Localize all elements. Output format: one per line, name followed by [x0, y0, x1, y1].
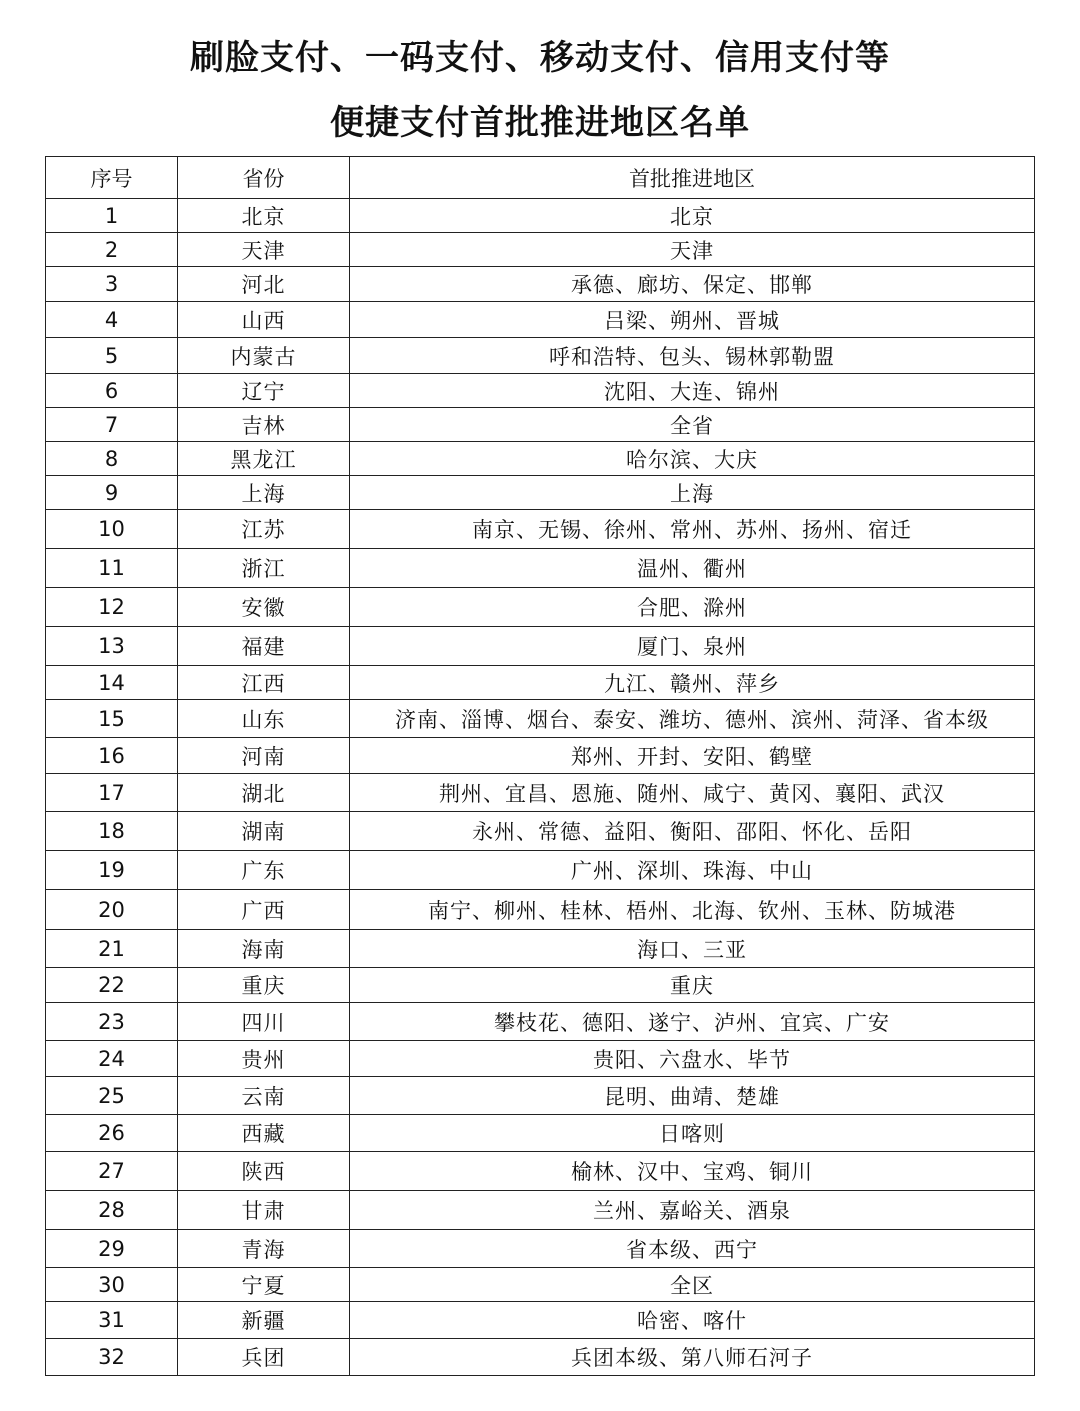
row-areas: 攀枝花、德阳、遂宁、泸州、宜宾、广安 [350, 1003, 1035, 1041]
row-areas: 永州、常德、益阳、衡阳、邵阳、怀化、岳阳 [350, 812, 1035, 851]
document-title-line-2: 便捷支付首批推进地区名单 [330, 103, 750, 143]
header-province: 省份 [178, 157, 350, 199]
row-province: 海南 [178, 930, 350, 968]
row-serial-number: 14 [46, 666, 178, 700]
row-areas: 全区 [350, 1268, 1035, 1302]
row-serial-number: 32 [46, 1339, 178, 1376]
row-province: 山西 [178, 302, 350, 338]
table-row [46, 1230, 1035, 1268]
row-areas: 日喀则 [350, 1115, 1035, 1152]
row-areas: 厦门、泉州 [350, 627, 1035, 666]
row-province: 河北 [178, 267, 350, 302]
row-areas: 海口、三亚 [350, 930, 1035, 968]
row-province: 江苏 [178, 510, 350, 549]
table-row [46, 1268, 1035, 1302]
row-province: 安徽 [178, 588, 350, 627]
row-province: 浙江 [178, 549, 350, 588]
row-serial-number: 4 [46, 302, 178, 338]
row-province: 吉林 [178, 408, 350, 442]
table-row [46, 199, 1035, 233]
row-areas: 温州、衢州 [350, 549, 1035, 588]
row-serial-number: 8 [46, 442, 178, 476]
row-province: 广东 [178, 851, 350, 890]
row-serial-number: 22 [46, 968, 178, 1003]
row-areas: 沈阳、大连、锦州 [350, 374, 1035, 408]
table-row [46, 588, 1035, 627]
row-serial-number: 5 [46, 338, 178, 374]
table-row [46, 851, 1035, 890]
table-row [46, 1115, 1035, 1152]
table-row [46, 510, 1035, 549]
table-row [46, 476, 1035, 510]
row-serial-number: 19 [46, 851, 178, 890]
table-row [46, 1041, 1035, 1077]
table-row [46, 1077, 1035, 1115]
row-serial-number: 7 [46, 408, 178, 442]
row-serial-number: 20 [46, 890, 178, 930]
row-serial-number: 25 [46, 1077, 178, 1115]
row-province: 新疆 [178, 1302, 350, 1339]
header-serial-number: 序号 [46, 157, 178, 199]
row-areas: 兵团本级、第八师石河子 [350, 1339, 1035, 1376]
row-province: 甘肃 [178, 1191, 350, 1230]
row-province: 福建 [178, 627, 350, 666]
row-areas: 哈密、喀什 [350, 1302, 1035, 1339]
row-areas: 上海 [350, 476, 1035, 510]
row-serial-number: 26 [46, 1115, 178, 1152]
row-areas: 兰州、嘉峪关、酒泉 [350, 1191, 1035, 1230]
table-row [46, 1003, 1035, 1041]
row-serial-number: 27 [46, 1152, 178, 1191]
row-serial-number: 15 [46, 700, 178, 738]
table-row [46, 890, 1035, 930]
row-serial-number: 28 [46, 1191, 178, 1230]
row-serial-number: 24 [46, 1041, 178, 1077]
table-row [46, 1152, 1035, 1191]
row-areas: 郑州、开封、安阳、鹤壁 [350, 738, 1035, 774]
row-province: 辽宁 [178, 374, 350, 408]
region-list-table [45, 156, 1035, 1376]
row-areas: 昆明、曲靖、楚雄 [350, 1077, 1035, 1115]
table-row [46, 1191, 1035, 1230]
row-areas: 天津 [350, 233, 1035, 267]
row-serial-number: 17 [46, 774, 178, 812]
row-serial-number: 12 [46, 588, 178, 627]
table-row [46, 666, 1035, 700]
table-row [46, 1339, 1035, 1376]
header-first-batch-areas: 首批推进地区 [350, 157, 1035, 199]
row-serial-number: 21 [46, 930, 178, 968]
row-areas: 贵阳、六盘水、毕节 [350, 1041, 1035, 1077]
row-serial-number: 10 [46, 510, 178, 549]
document-title-line-1: 刷脸支付、一码支付、移动支付、信用支付等 [190, 38, 890, 78]
row-province: 上海 [178, 476, 350, 510]
table-row [46, 1302, 1035, 1339]
row-province: 西藏 [178, 1115, 350, 1152]
row-serial-number: 29 [46, 1230, 178, 1268]
row-areas: 哈尔滨、大庆 [350, 442, 1035, 476]
table-row [46, 338, 1035, 374]
table-row [46, 930, 1035, 968]
row-province: 贵州 [178, 1041, 350, 1077]
row-areas: 吕梁、朔州、晋城 [350, 302, 1035, 338]
row-serial-number: 23 [46, 1003, 178, 1041]
table-row [46, 812, 1035, 851]
table-row [46, 267, 1035, 302]
row-province: 北京 [178, 199, 350, 233]
row-serial-number: 11 [46, 549, 178, 588]
table-row [46, 968, 1035, 1003]
row-areas: 九江、赣州、萍乡 [350, 666, 1035, 700]
row-areas: 合肥、滁州 [350, 588, 1035, 627]
table-row [46, 374, 1035, 408]
row-province: 云南 [178, 1077, 350, 1115]
row-serial-number: 6 [46, 374, 178, 408]
table-row [46, 627, 1035, 666]
row-province: 黑龙江 [178, 442, 350, 476]
row-serial-number: 3 [46, 267, 178, 302]
row-serial-number: 9 [46, 476, 178, 510]
row-serial-number: 1 [46, 199, 178, 233]
row-serial-number: 2 [46, 233, 178, 267]
row-areas: 广州、深圳、珠海、中山 [350, 851, 1035, 890]
row-areas: 南宁、柳州、桂林、梧州、北海、钦州、玉林、防城港 [350, 890, 1035, 930]
row-province: 兵团 [178, 1339, 350, 1376]
table-row [46, 408, 1035, 442]
table-row [46, 233, 1035, 267]
row-serial-number: 31 [46, 1302, 178, 1339]
row-serial-number: 18 [46, 812, 178, 851]
row-province: 广西 [178, 890, 350, 930]
row-areas: 省本级、西宁 [350, 1230, 1035, 1268]
row-serial-number: 13 [46, 627, 178, 666]
table-row [46, 700, 1035, 738]
row-areas: 全省 [350, 408, 1035, 442]
row-areas: 呼和浩特、包头、锡林郭勒盟 [350, 338, 1035, 374]
row-areas: 南京、无锡、徐州、常州、苏州、扬州、宿迁 [350, 510, 1035, 549]
row-areas: 重庆 [350, 968, 1035, 1003]
row-areas: 荆州、宜昌、恩施、随州、咸宁、黄冈、襄阳、武汉 [350, 774, 1035, 812]
table-row [46, 442, 1035, 476]
row-province: 宁夏 [178, 1268, 350, 1302]
table-row [46, 302, 1035, 338]
row-province: 天津 [178, 233, 350, 267]
table-row [46, 774, 1035, 812]
row-areas: 承德、廊坊、保定、邯郸 [350, 267, 1035, 302]
row-areas: 济南、淄博、烟台、泰安、潍坊、德州、滨州、菏泽、省本级 [350, 700, 1035, 738]
row-province: 青海 [178, 1230, 350, 1268]
row-province: 山东 [178, 700, 350, 738]
row-province: 江西 [178, 666, 350, 700]
row-areas: 榆林、汉中、宝鸡、铜川 [350, 1152, 1035, 1191]
row-province: 重庆 [178, 968, 350, 1003]
row-areas: 北京 [350, 199, 1035, 233]
row-serial-number: 30 [46, 1268, 178, 1302]
row-province: 内蒙古 [178, 338, 350, 374]
row-province: 河南 [178, 738, 350, 774]
table-row [46, 549, 1035, 588]
table-row [46, 738, 1035, 774]
row-province: 陕西 [178, 1152, 350, 1191]
row-province: 湖北 [178, 774, 350, 812]
row-serial-number: 16 [46, 738, 178, 774]
table-header-row [46, 157, 1035, 199]
row-province: 湖南 [178, 812, 350, 851]
table-body [46, 199, 1035, 1376]
row-province: 四川 [178, 1003, 350, 1041]
